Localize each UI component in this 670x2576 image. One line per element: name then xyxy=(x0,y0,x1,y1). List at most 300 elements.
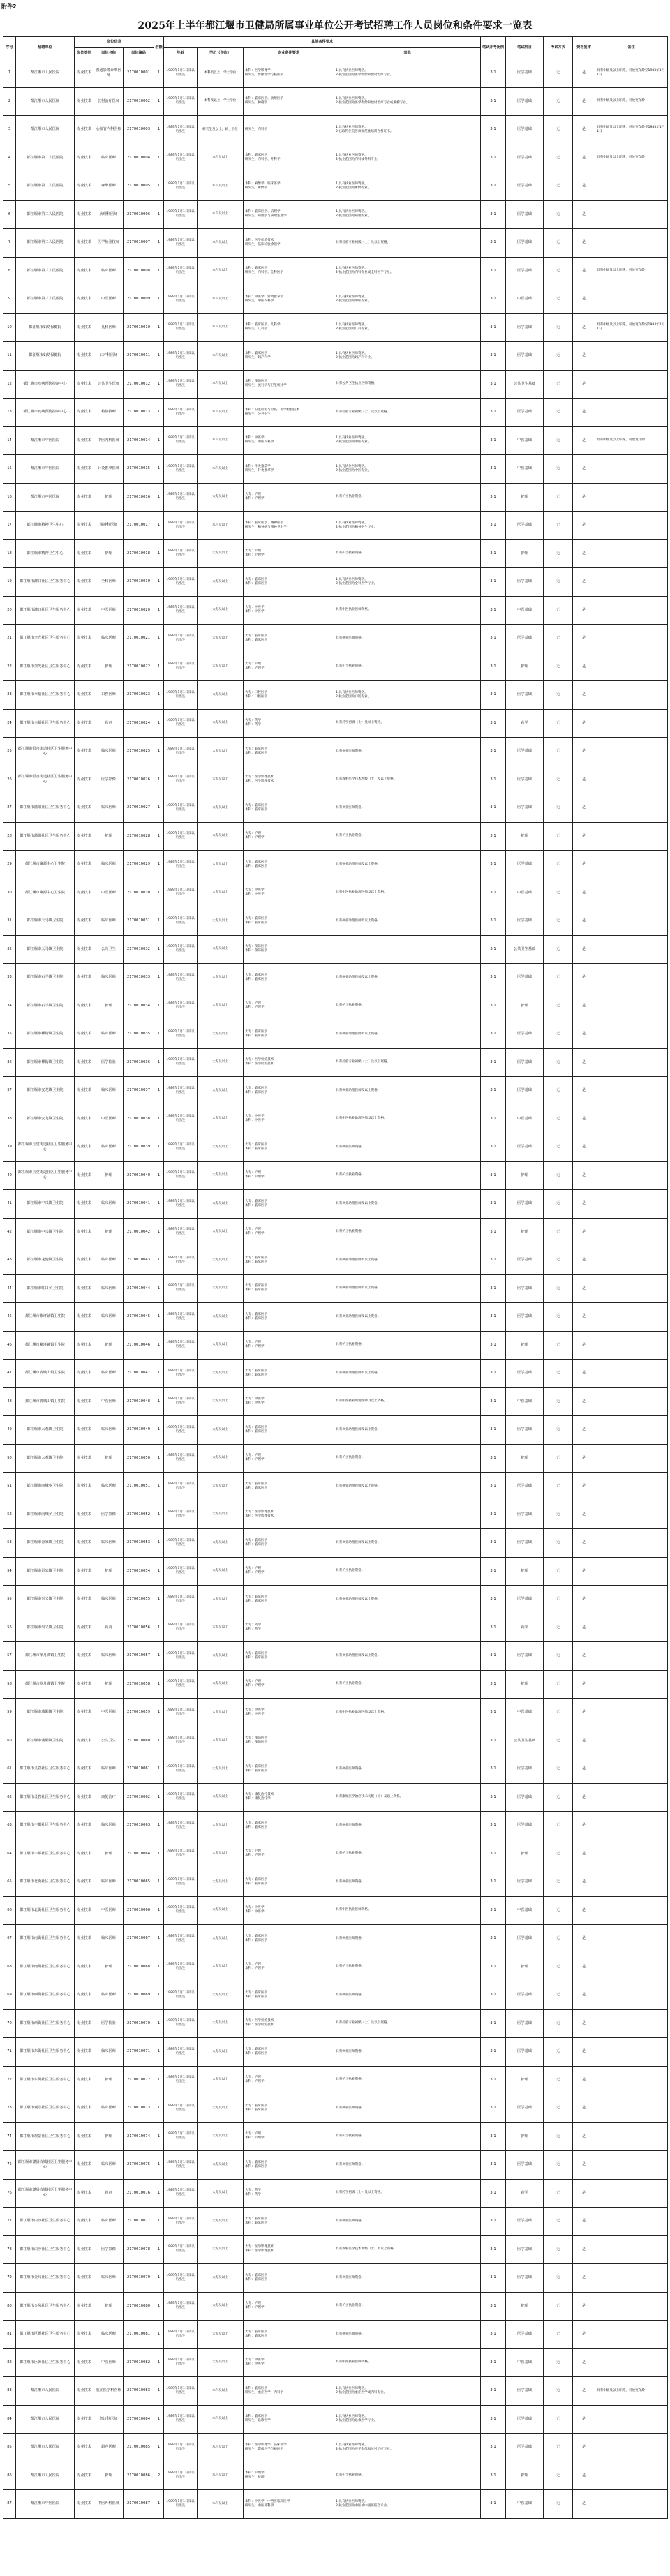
cell-note xyxy=(595,681,668,710)
cell-note xyxy=(595,455,668,484)
cell-count: 1 xyxy=(154,709,164,738)
cell-note xyxy=(595,1303,668,1332)
cell-education: 大专及以上 xyxy=(198,907,244,936)
cell-age: 1989年1月1日及以后出生 xyxy=(164,935,198,964)
cell-education: 大专及以上 xyxy=(198,2208,244,2236)
cell-category: 专业技术 xyxy=(75,1812,94,1840)
cell-mode: 无 xyxy=(544,1953,573,1981)
cell-name: 医学影像 xyxy=(94,2235,124,2264)
cell-other: 具有中医执业医师资格。 xyxy=(334,2348,481,2377)
cell-name: 公共卫生医师 xyxy=(94,370,124,399)
cell-ratio: 3:1 xyxy=(481,1727,506,1755)
cell-category: 专业技术 xyxy=(75,907,94,936)
cell-category: 专业技术 xyxy=(75,2066,94,2094)
cell-review: 是 xyxy=(573,313,595,342)
cell-code: 2170010069 xyxy=(124,1981,154,2010)
cell-code: 2170010082 xyxy=(124,2348,154,2377)
cell-count: 1 xyxy=(154,935,164,964)
cell-age: 1989年1月1日及以后出生 xyxy=(164,2179,198,2208)
cell-other: 具有检验专业初级（士）及以上资格。 xyxy=(334,229,481,258)
cell-major: 大专：临床医学 本科：临床医学 xyxy=(244,1416,334,1445)
cell-subject: 医学基础 xyxy=(506,1020,544,1049)
cell-count: 1 xyxy=(154,1586,164,1614)
cell-unit: 都江堰市中医医院 xyxy=(16,2490,75,2519)
cell-mode: 无 xyxy=(544,851,573,879)
table-row xyxy=(3,1444,668,1473)
cell-note xyxy=(595,2321,668,2349)
positions-table xyxy=(3,36,668,2519)
cell-unit: 都江堰市南街社区卫生服务中心 xyxy=(16,1925,75,1953)
cell-name: 病理科医师 xyxy=(94,200,124,229)
cell-subject: 医学基础 xyxy=(506,1416,544,1445)
cell-no: 73 xyxy=(3,2094,16,2123)
table-row xyxy=(3,596,668,625)
cell-other: 1.具有执业医师资格。 2.执业范围为麻醉专业。 xyxy=(334,172,481,201)
cell-ratio: 3:1 xyxy=(481,1699,506,1727)
cell-code: 2170010078 xyxy=(124,2235,154,2264)
cell-ratio: 3:1 xyxy=(481,935,506,964)
table-row xyxy=(3,1896,668,1925)
table-header xyxy=(3,37,668,59)
cell-name: 妇产科医师 xyxy=(94,342,124,371)
cell-note xyxy=(595,1444,668,1473)
cell-age: 1989年1月1日及以后出生 xyxy=(164,1896,198,1925)
cell-review: 是 xyxy=(573,2235,595,2264)
cell-other: 具有放射医学技术初级（士）及以上资格。 xyxy=(334,2235,481,2264)
cell-age: 1989年1月1日及以后出生 xyxy=(164,2009,198,2038)
cell-education: 大专及以上 xyxy=(198,1614,244,1642)
cell-ratio: 3:1 xyxy=(481,2208,506,2236)
cell-no: 74 xyxy=(3,2122,16,2151)
cell-ratio: 3:1 xyxy=(481,172,506,201)
cell-unit: 都江堰市灵岩社区卫生服务中心 xyxy=(16,1783,75,1812)
cell-count: 2 xyxy=(154,2462,164,2490)
cell-unit: 都江堰市观景社区卫生服务中心 xyxy=(16,2094,75,2123)
cell-review: 是 xyxy=(573,879,595,907)
cell-note xyxy=(595,709,668,738)
cell-code: 2170010077 xyxy=(124,2208,154,2236)
cell-ratio: 3:1 xyxy=(481,2235,506,2264)
cell-no: 81 xyxy=(3,2321,16,2349)
cell-other: 1.具有执业医师资格。 2.执业范围为精神卫生专业。 xyxy=(334,512,481,540)
cell-code: 2170010029 xyxy=(124,851,154,879)
cell-other: 1.具有执业医师资格。 2.执业范围为儿科专业。 xyxy=(334,313,481,342)
cell-major: 大专：口腔医学 本科：口腔医学 xyxy=(244,681,334,710)
cell-subject: 护理 xyxy=(506,1840,544,1868)
cell-major: 大专：医学检验技术 本科：医学检验技术 xyxy=(244,2009,334,2038)
cell-no: 48 xyxy=(3,1387,16,1416)
cell-other: 具有护士执业资格。 xyxy=(334,1840,481,1868)
cell-education: 大专及以上 xyxy=(198,1077,244,1105)
cell-education: 大专及以上 xyxy=(198,1755,244,1784)
cell-ratio: 3:1 xyxy=(481,2292,506,2321)
cell-review: 是 xyxy=(573,738,595,766)
cell-category: 专业技术 xyxy=(75,116,94,144)
cell-note xyxy=(595,822,668,851)
cell-count: 1 xyxy=(154,1416,164,1445)
cell-category: 专业技术 xyxy=(75,1303,94,1332)
cell-major: 大专：临床医学 本科：临床医学 xyxy=(244,738,334,766)
cell-code: 2170010049 xyxy=(124,1416,154,1445)
cell-major: 大专：中医学 本科：中医学 xyxy=(244,596,334,625)
cell-count: 1 xyxy=(154,625,164,653)
cell-ratio: 3:1 xyxy=(481,907,506,936)
cell-category: 专业技术 xyxy=(75,1444,94,1473)
cell-ratio: 3:1 xyxy=(481,87,506,116)
cell-count: 1 xyxy=(154,2038,164,2067)
cell-mode: 无 xyxy=(544,596,573,625)
cell-code: 2170010014 xyxy=(124,426,154,455)
cell-category: 专业技术 xyxy=(75,653,94,681)
cell-note xyxy=(595,2009,668,2038)
cell-no: 55 xyxy=(3,1586,16,1614)
cell-major: 大专：临床医学 本科：临床医学 xyxy=(244,2264,334,2293)
cell-other: 1.具有执业医师资格。 2.执业范围为内科或外科专业。 xyxy=(334,144,481,172)
cell-review: 是 xyxy=(573,709,595,738)
cell-no: 80 xyxy=(3,2292,16,2321)
cell-unit: 都江堰市蒲阳镇卫生院 xyxy=(16,1699,75,1727)
cell-no: 23 xyxy=(3,681,16,710)
cell-review: 是 xyxy=(573,1077,595,1105)
cell-education: 本科及以上 xyxy=(198,172,244,201)
cell-note xyxy=(595,1925,668,1953)
cell-name: 临床医师 xyxy=(94,1360,124,1388)
cell-category: 专业技术 xyxy=(75,399,94,427)
cell-category: 专业技术 xyxy=(75,2462,94,2490)
cell-age: 1989年1月1日及以后出生 xyxy=(164,200,198,229)
cell-code: 2170010052 xyxy=(124,1501,154,1529)
cell-education: 大专及以上 xyxy=(198,2094,244,2123)
cell-code: 2170010084 xyxy=(124,2405,154,2434)
cell-other xyxy=(334,1614,481,1642)
cell-note xyxy=(595,2462,668,2490)
cell-age: 1989年1月1日及以后出生 xyxy=(164,1755,198,1784)
cell-other: 具有执业助理医师及以上资格。 xyxy=(334,1416,481,1445)
cell-subject: 医学基础 xyxy=(506,2235,544,2264)
cell-other: 具有护士执业资格。 xyxy=(334,1444,481,1473)
cell-age: 1989年1月1日及以后出生 xyxy=(164,1105,198,1133)
cell-name: 医学检验 xyxy=(94,1048,124,1077)
cell-review: 是 xyxy=(573,822,595,851)
cell-name: 急诊科医师 xyxy=(94,2405,124,2434)
table-row xyxy=(3,1840,668,1868)
cell-no: 20 xyxy=(3,596,16,625)
cell-education: 本科及以上 xyxy=(198,455,244,484)
cell-age: 1989年1月1日及以后出生 xyxy=(164,1670,198,1699)
cell-mode: 无 xyxy=(544,1331,573,1360)
cell-education: 大专及以上 xyxy=(198,2151,244,2180)
cell-no: 49 xyxy=(3,1416,16,1445)
table-row xyxy=(3,1727,668,1755)
cell-code: 2170010072 xyxy=(124,2066,154,2094)
cell-code: 2170010038 xyxy=(124,1105,154,1133)
cell-category: 专业技术 xyxy=(75,1020,94,1049)
cell-other: 具有执业医师资格。 xyxy=(334,2151,481,2180)
cell-category: 专业技术 xyxy=(75,2122,94,2151)
cell-review: 是 xyxy=(573,342,595,371)
cell-major: 大专：预防医学 本科：预防医学 xyxy=(244,935,334,964)
cell-count: 1 xyxy=(154,2292,164,2321)
cell-code: 2170010059 xyxy=(124,1699,154,1727)
cell-subject: 医学基础 xyxy=(506,1246,544,1275)
cell-subject: 医学基础 xyxy=(506,1303,544,1332)
table-row xyxy=(3,1501,668,1529)
cell-unit: 都江堰市蒲阳社区卫生服务中心 xyxy=(16,794,75,823)
cell-ratio: 3:1 xyxy=(481,2094,506,2123)
col-review: 资格复审 xyxy=(573,37,595,59)
cell-subject: 中医基础 xyxy=(506,2490,544,2519)
cell-major: 大专：护理 本科：护理学 xyxy=(244,1331,334,1360)
cell-age: 1989年1月1日及以后出生 xyxy=(164,738,198,766)
cell-mode: 无 xyxy=(544,59,573,88)
cell-age: 1989年1月1日及以后出生 xyxy=(164,1981,198,2010)
table-row xyxy=(3,1699,668,1727)
cell-code: 2170010051 xyxy=(124,1473,154,1501)
cell-major: 大专：临床医学 本科：临床医学 xyxy=(244,2321,334,2349)
cell-major: 研究生：内科学 xyxy=(244,116,334,144)
cell-name: 护理 xyxy=(94,1331,124,1360)
cell-ratio: 3:1 xyxy=(481,426,506,455)
cell-subject: 护理 xyxy=(506,2066,544,2094)
cell-ratio: 3:1 xyxy=(481,370,506,399)
cell-subject: 中医基础 xyxy=(506,1105,544,1133)
cell-review: 是 xyxy=(573,2321,595,2349)
cell-unit: 都江堰市中兴镇卫生院 xyxy=(16,1218,75,1246)
cell-review: 是 xyxy=(573,1783,595,1812)
table-row xyxy=(3,625,668,653)
table-row xyxy=(3,2405,668,2434)
cell-no: 78 xyxy=(3,2235,16,2264)
cell-count: 1 xyxy=(154,1246,164,1275)
cell-education: 大专及以上 xyxy=(198,992,244,1020)
cell-note xyxy=(595,1020,668,1049)
cell-review: 是 xyxy=(573,935,595,964)
cell-note: 具有中级及以上职称，可放宽年龄至1983年1月1日 xyxy=(595,59,668,88)
cell-major: 本科：针灸推拿学 研究生：针灸推拿学 xyxy=(244,455,334,484)
cell-code: 2170010066 xyxy=(124,1896,154,1925)
cell-education: 大专及以上 xyxy=(198,794,244,823)
cell-note xyxy=(595,1077,668,1105)
cell-no: 27 xyxy=(3,794,16,823)
cell-code: 2170010026 xyxy=(124,766,154,794)
cell-count: 1 xyxy=(154,1812,164,1840)
cell-other xyxy=(334,1727,481,1755)
table-row xyxy=(3,229,668,258)
cell-unit: 都江堰市龙池镇卫生院 xyxy=(16,1246,75,1275)
cell-subject: 护理 xyxy=(506,2122,544,2151)
cell-ratio: 3:1 xyxy=(481,1274,506,1303)
cell-note xyxy=(595,2094,668,2123)
cell-other: 具有执业医师资格。 xyxy=(334,1925,481,1953)
cell-code: 2170010011 xyxy=(124,342,154,371)
cell-note xyxy=(595,2208,668,2236)
cell-note xyxy=(595,1048,668,1077)
cell-ratio: 3:1 xyxy=(481,1755,506,1784)
cell-education: 大专及以上 xyxy=(198,935,244,964)
cell-mode: 无 xyxy=(544,1444,573,1473)
cell-review: 是 xyxy=(573,1670,595,1699)
cell-education: 本科及以上 xyxy=(198,2377,244,2406)
table-row xyxy=(3,738,668,766)
cell-no: 21 xyxy=(3,625,16,653)
cell-other: 具有执业医师资格。 xyxy=(334,1812,481,1840)
cell-unit: 都江堰市崇义镇卫生院 xyxy=(16,1586,75,1614)
cell-mode: 无 xyxy=(544,1642,573,1671)
cell-count: 1 xyxy=(154,370,164,399)
cell-mode: 无 xyxy=(544,935,573,964)
cell-unit: 都江堰市灌口社区卫生服务中心 xyxy=(16,596,75,625)
cell-count: 1 xyxy=(154,1501,164,1529)
cell-count: 1 xyxy=(154,1670,164,1699)
cell-other: 具有护士执业资格。 xyxy=(334,1218,481,1246)
cell-mode: 无 xyxy=(544,1303,573,1332)
cell-name: 医学检验 xyxy=(94,2009,124,2038)
cell-age: 1989年1月1日及以后出生 xyxy=(164,87,198,116)
cell-unit: 都江堰市北街社区卫生服务中心 xyxy=(16,1896,75,1925)
cell-count: 1 xyxy=(154,313,164,342)
cell-age: 1989年1月1日及以后出生 xyxy=(164,964,198,992)
col-name: 岗位名称 xyxy=(94,48,124,59)
cell-category: 专业技术 xyxy=(75,172,94,201)
cell-unit: 都江堰市聚源中心卫生院 xyxy=(16,879,75,907)
cell-education: 大专及以上 xyxy=(198,2179,244,2208)
cell-education: 大专及以上 xyxy=(198,822,244,851)
cell-subject: 医学基础 xyxy=(506,2038,544,2067)
cell-education: 大专及以上 xyxy=(198,1670,244,1699)
cell-ratio: 3:1 xyxy=(481,2122,506,2151)
cell-category: 专业技术 xyxy=(75,1246,94,1275)
cell-review: 是 xyxy=(573,1218,595,1246)
col-mode: 考试方式 xyxy=(544,37,573,59)
cell-mode: 无 xyxy=(544,2434,573,2462)
cell-name: 临床医师 xyxy=(94,1642,124,1671)
cell-ratio: 3:1 xyxy=(481,1840,506,1868)
cell-other: 具有护士执业资格。 xyxy=(334,483,481,512)
cell-major: 大专：临床医学 本科：临床医学 xyxy=(244,1868,334,1897)
cell-category: 专业技术 xyxy=(75,1161,94,1190)
cell-count: 1 xyxy=(154,2009,164,2038)
table-row xyxy=(3,879,668,907)
cell-category: 专业技术 xyxy=(75,2094,94,2123)
cell-code: 2170010086 xyxy=(124,2462,154,2490)
cell-count: 1 xyxy=(154,2094,164,2123)
cell-count: 1 xyxy=(154,229,164,258)
cell-no: 86 xyxy=(3,2462,16,2490)
cell-no: 32 xyxy=(3,935,16,964)
cell-major: 大专：预防医学 本科：预防医学 xyxy=(244,1727,334,1755)
cell-other: 1.具有执业医师资格。 2.执业范围为重症医学或内科专业。 xyxy=(334,2377,481,2406)
cell-category: 专业技术 xyxy=(75,709,94,738)
cell-code: 2170010045 xyxy=(124,1303,154,1332)
cell-major: 大专：中医学 本科：中医学 xyxy=(244,879,334,907)
cell-no: 7 xyxy=(3,229,16,258)
cell-name: 中医医师 xyxy=(94,1896,124,1925)
cell-category: 专业技术 xyxy=(75,2208,94,2236)
cell-age: 1989年1月1日及以后出生 xyxy=(164,1274,198,1303)
cell-no: 35 xyxy=(3,1020,16,1049)
cell-unit: 都江堰市中医医院 xyxy=(16,426,75,455)
cell-other: 1.具有执业医师资格。 2.执业范围为中医或中西医结合专业。 xyxy=(334,2490,481,2519)
cell-note xyxy=(595,1473,668,1501)
cell-code: 2170010040 xyxy=(124,1161,154,1190)
cell-mode: 无 xyxy=(544,2321,573,2349)
cell-age: 1989年1月1日及以后出生 xyxy=(164,822,198,851)
cell-other: 具有护士执业资格。 xyxy=(334,1557,481,1586)
cell-no: 84 xyxy=(3,2405,16,2434)
cell-education: 大专及以上 xyxy=(198,568,244,597)
cell-code: 2170010054 xyxy=(124,1557,154,1586)
cell-code: 2170010034 xyxy=(124,992,154,1020)
cell-count: 1 xyxy=(154,2264,164,2293)
cell-subject: 公共卫生基础 xyxy=(506,935,544,964)
cell-unit: 都江堰市银杏街道社区卫生服务中心 xyxy=(16,738,75,766)
cell-education: 大专及以上 xyxy=(198,766,244,794)
cell-age: 1989年1月1日及以后出生 xyxy=(164,794,198,823)
cell-major: 本科：临床医学 研究生：妇产科学 xyxy=(244,342,334,371)
cell-education: 大专及以上 xyxy=(198,738,244,766)
cell-note xyxy=(595,766,668,794)
table-row xyxy=(3,313,668,342)
col-major: 专业条件要求 xyxy=(244,48,334,59)
cell-subject: 医学基础 xyxy=(506,1586,544,1614)
cell-education: 大专及以上 xyxy=(198,879,244,907)
cell-mode: 无 xyxy=(544,2292,573,2321)
cell-other: 1.具有执业医师资格。 2.执业范围为口腔专业。 xyxy=(334,681,481,710)
cell-mode: 无 xyxy=(544,200,573,229)
cell-subject: 中医基础 xyxy=(506,1387,544,1416)
cell-mode: 无 xyxy=(544,2009,573,2038)
cell-unit: 都江堰市柳街镇卫生院 xyxy=(16,1048,75,1077)
cell-no: 36 xyxy=(3,1048,16,1077)
cell-mode: 无 xyxy=(544,2377,573,2406)
cell-other xyxy=(334,935,481,964)
cell-subject: 护理 xyxy=(506,992,544,1020)
cell-unit: 都江堰市青城山镇卫生院 xyxy=(16,1360,75,1388)
cell-major: 大专：护理 本科：护理学 xyxy=(244,2066,334,2094)
cell-count: 1 xyxy=(154,1840,164,1868)
cell-mode: 无 xyxy=(544,1246,573,1275)
cell-review: 是 xyxy=(573,2292,595,2321)
table-row xyxy=(3,483,668,512)
cell-category: 专业技术 xyxy=(75,681,94,710)
cell-code: 2170010079 xyxy=(124,2264,154,2293)
cell-unit: 都江堰市人民医院 xyxy=(16,59,75,88)
cell-major: 大专：临床医学 本科：临床医学 xyxy=(244,1020,334,1049)
cell-no: 9 xyxy=(3,285,16,314)
cell-category: 专业技术 xyxy=(75,596,94,625)
cell-no: 79 xyxy=(3,2264,16,2293)
cell-category: 专业技术 xyxy=(75,2348,94,2377)
cell-review: 是 xyxy=(573,200,595,229)
cell-name: 护理 xyxy=(94,653,124,681)
cell-ratio: 3:1 xyxy=(481,738,506,766)
cell-unit: 都江堰市巨源社区卫生服务中心 xyxy=(16,2321,75,2349)
cell-subject: 医学基础 xyxy=(506,257,544,285)
cell-unit: 都江堰市天马镇卫生院 xyxy=(16,907,75,936)
cell-code: 2170010018 xyxy=(124,539,154,568)
cell-age: 1989年1月1日及以后出生 xyxy=(164,2235,198,2264)
cell-major: 本科：预防医学 研究生：流行病与卫生统计学 xyxy=(244,370,334,399)
cell-education: 大专及以上 xyxy=(198,625,244,653)
cell-review: 是 xyxy=(573,1416,595,1445)
cell-other: 具有执业助理医师及以上资格。 xyxy=(334,1303,481,1332)
cell-major: 本科：中医学、中西医临床医学 研究生：中医外科学 xyxy=(244,2490,334,2519)
cell-subject: 医学基础 xyxy=(506,568,544,597)
cell-name: 临床医师 xyxy=(94,1416,124,1445)
cell-unit: 都江堰市人民医院 xyxy=(16,2377,75,2406)
cell-subject: 医学基础 xyxy=(506,1360,544,1388)
cell-note xyxy=(595,964,668,992)
